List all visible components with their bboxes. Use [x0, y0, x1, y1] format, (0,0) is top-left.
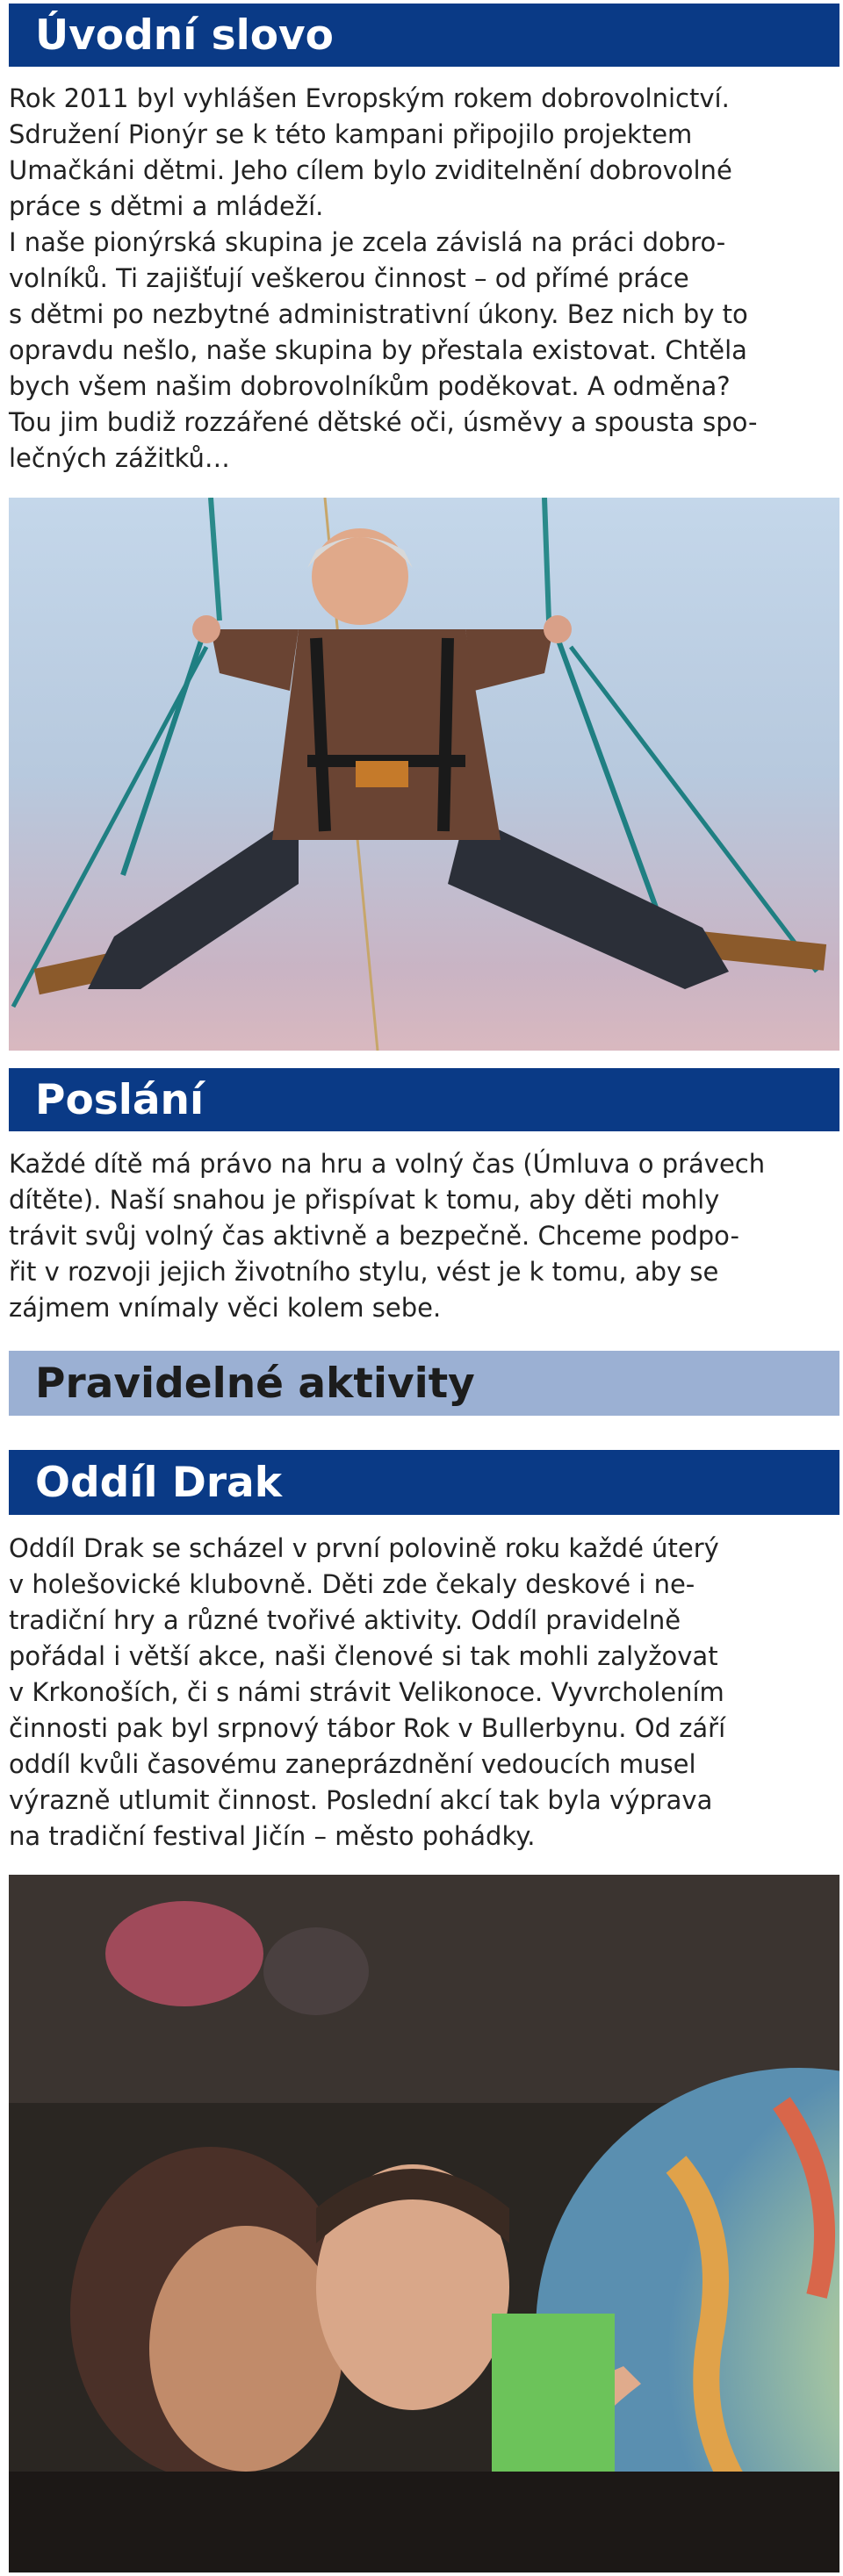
intro-heading: Úvodní slovo	[9, 4, 839, 67]
drak-paragraph: Oddíl Drak se scházel v první polovině roku každé úterý v holešovické klubovně. Děti zde čekaly deskové i ne- tradiční hry a různé tvořivé aktivity. Oddíl pravidelně pořádal i větší akce, naši členové si tak mohli zalyžovat v Krkonoších, či s námi strávit Velikonoce. Vyvrcholením činnosti pak byl srpnový tábor Rok v Bullerbynu. Od září oddíl kvůli časovému zaneprázdnění vedoucích musel výrazně utlumit činnost. Poslední akcí tak byla výprava na tradiční festival Jičín – město pohádky.	[9, 1533, 726, 1851]
intro-paragraph: Rok 2011 byl vyhlášen Evropským rokem dobrovolnictví. Sdružení Pionýr se k této kampani připojilo projektem Umačkáni dětmi. Jeho cílem bylo zviditelnění dobrovolné práce s dětmi a mládeží. I naše pionýrská skupina je zcela závislá na práci dobro- volníků. Ti zajišťují veškerou činnost – od přímé práce s dětmi po nezbytné administrativní úkony. Bez nich by to opravdu nešlo, naše skupina by přestala existovat. Chtěla bych všem našim dobrovolníkům poděkovat. A odměna? Tou jim budiž rozzářené dětské oči, úsměvy a spousta spo- lečných zážitků…	[9, 83, 758, 473]
drak-heading: Oddíl Drak	[9, 1450, 839, 1515]
globe-photo	[9, 1875, 839, 2572]
mission-heading: Poslání	[9, 1068, 839, 1131]
mission-paragraph: Každé dítě má právo na hru a volný čas (Úmluva o právech dítěte). Naší snahou je přispívat k tomu, aby děti mohly trávit svůj volný čas aktivně a bezpečně. Chceme podpo- řit v rozvoji jejich životního stylu, vést je k tomu, aby se zájmem vnímaly věci kolem sebe.	[9, 1149, 766, 1323]
activities-heading: Pravidelné aktivity	[9, 1351, 839, 1416]
swing-photo	[9, 498, 839, 1051]
